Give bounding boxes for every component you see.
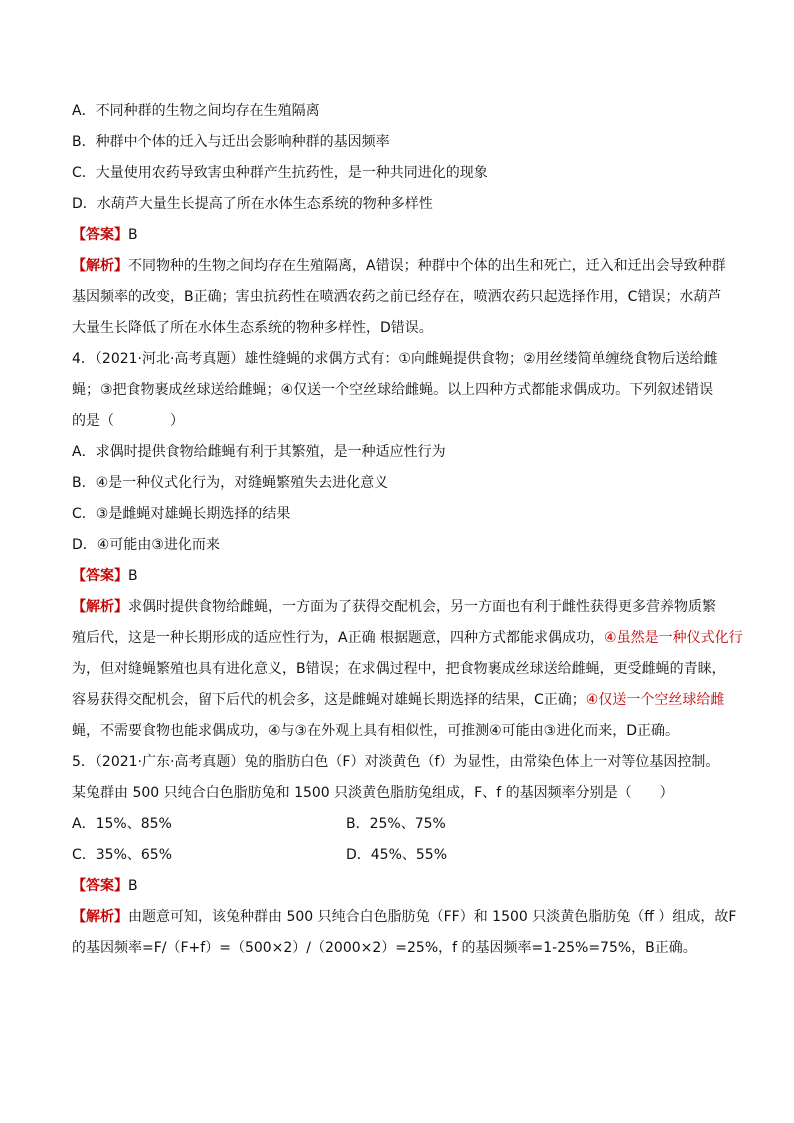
q3-option-a: A．不同种群的生物之间均存在生殖隔离 <box>72 103 320 119</box>
q3-option-d: D．水葫芦大量生长提高了所在水体生态系统的物种多样性 <box>72 196 433 212</box>
q4-answer <box>72 561 726 592</box>
q3-analysis-line-1 <box>72 251 726 282</box>
answer-tag: 【答案】 <box>72 568 128 584</box>
q5-options-row-1 <box>72 809 726 840</box>
q3-analysis-line-3: 大量生长降低了所在水体生态系统的物种多样性，D错误。 <box>72 320 433 336</box>
q5-option-c: C．35%、65% <box>72 847 173 863</box>
q5-option-b: B．25%、75% <box>346 816 446 832</box>
q5-stem-line-2: 某兔群由 500 只纯合白色脂肪兔和 1500 只淡黄色脂肪兔组成，F、f 的基因频率分别是（ ） <box>72 785 674 801</box>
q4-option-a: A．求偶时提供食物给雌蝇有利于其繁殖，是一种适应性行为 <box>72 444 446 460</box>
document-content <box>72 96 743 964</box>
answer-tag: 【答案】 <box>72 878 128 894</box>
answer-value: B <box>128 878 138 894</box>
q5-stem-line-1: 5．（2021·广东·高考真题）兔的脂肪白色（F）对淡黄色（f）为显性，由常染色体上一对等位基因控制。 <box>72 754 720 770</box>
q4-analysis-line-4 <box>72 685 726 716</box>
q4-analysis-line-3: 为，但对缝蝇繁殖也具有进化意义，B错误；在求偶过程中，把食物裹成丝球送给雌蝇，更受雌蝇的青睐， <box>72 661 726 677</box>
answer-value: B <box>128 568 138 584</box>
analysis-tag: 【解析】 <box>72 258 128 274</box>
q3-analysis-line-2: 基因频率的改变，B正确；害虫抗药性在喷洒农药之前已经存在，喷洒农药只起选择作用，C错误；水葫芦 <box>72 289 722 305</box>
q4-analysis-line-1 <box>72 592 726 623</box>
q4-option-d: D．④可能由③进化而来 <box>72 537 220 553</box>
q4-stem <box>72 344 726 437</box>
q5-analysis-line-1 <box>72 902 737 933</box>
q3-analysis <box>72 251 726 344</box>
analysis-text: 求偶时提供食物给雌蝇，一方面为了获得交配机会，另一方面也有利于雌性获得更多营养物质繁 <box>128 599 716 615</box>
q3-options <box>72 96 726 220</box>
analysis-highlight: ④仅送一个空丝球给雌 <box>585 692 725 708</box>
q4-analysis-line-2 <box>72 623 743 654</box>
q4-stem-line-1: 4．（2021·河北·高考真题）雄性缝蝇的求偶方式有：①向雌蝇提供食物；②用丝缕简单缠绕食物后送给雌 <box>72 351 718 367</box>
analysis-tag: 【解析】 <box>72 909 128 925</box>
q5-analysis-line-2: 的基因频率=F/（F+f）=（500×2）/（2000×2）=25%，f 的基因频率=1-25%=75%，B正确。 <box>72 940 697 956</box>
analysis-highlight: ④虽然是一种仪式化行 <box>604 630 743 646</box>
q5-stem <box>72 747 726 809</box>
q5-option-a: A．15%、85% <box>72 816 172 832</box>
analysis-text: 不同物种的生物之间均存在生殖隔离，A错误；种群中个体的出生和死亡，迁入和迁出会导致种群 <box>128 258 726 274</box>
q3-answer <box>72 220 726 251</box>
q5-analysis <box>72 902 737 964</box>
analysis-text: 殖后代，这是一种长期形成的适应性行为，A正确 根据题意，四种方式都能求偶成功， <box>72 630 605 646</box>
q3-option-b: B．种群中个体的迁入与迁出会影响种群的基因频率 <box>72 134 390 150</box>
answer-value: B <box>128 227 138 243</box>
q5-option-d: D．45%、55% <box>346 847 448 863</box>
q4-options <box>72 437 726 561</box>
q5-answer <box>72 871 726 902</box>
q5-options-row-2 <box>72 840 726 871</box>
q4-option-b: B．④是一种仪式化行为，对缝蝇繁殖失去进化意义 <box>72 475 389 491</box>
answer-tag: 【答案】 <box>72 227 128 243</box>
q4-analysis <box>72 592 743 747</box>
q4-analysis-line-5: 蝇，不需要食物也能求偶成功，④与③在外观上具有相似性，可推测④可能由③进化而来，D正确。 <box>72 723 679 739</box>
q4-option-c: C．③是雌蝇对雄蝇长期选择的结果 <box>72 506 291 522</box>
analysis-text: 容易获得交配机会，留下后代的机会多，这是雌蝇对雄蝇长期选择的结果，C正确； <box>72 692 586 708</box>
analysis-text: 由题意可知，该兔种群由 500 只纯合白色脂肪兔（FF）和 1500 只淡黄色脂肪兔（ff ）组成，故F <box>128 909 737 925</box>
q3-option-c: C．大量使用农药导致害虫种群产生抗药性，是一种共同进化的现象 <box>72 165 488 181</box>
analysis-tag: 【解析】 <box>72 599 128 615</box>
q4-stem-line-2: 蝇；③把食物裹成丝球送给雌蝇；④仅送一个空丝球给雌蝇。以上四种方式都能求偶成功。下列叙述错误 <box>72 382 714 398</box>
q4-stem-line-3: 的是（ ） <box>72 413 184 429</box>
